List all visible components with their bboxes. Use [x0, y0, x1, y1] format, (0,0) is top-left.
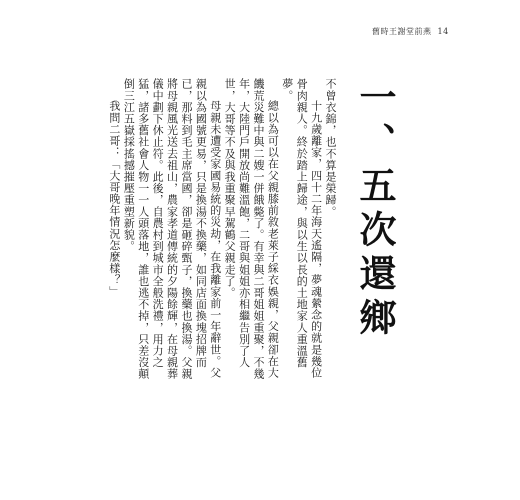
chapter-title: 一、五次還鄉 [353, 78, 397, 342]
paragraph: 不曾衣錦，也不算是榮歸。 [324, 78, 337, 218]
paragraph: 母親未遭受家國易統的災劫，在我離家前一年辭世。父親以為國號更易，只是換湯不換藥，如同店面換塊招牌而已，那料到毛主席當國，卻是砸碎甄子，換藥也換湯。父親將母親風光送去祖山，農家孝道傳統的夕陽餘輝，在母親葬儀中劃下休止符。此後，自農村到城市全般洗禮，用力之猛，諸多舊社會人物一一人頭落地，誰也逃不掉，只差沒顛倒三江五嶽採搖撼摧壓重塑新貌。 [122, 78, 222, 380]
paragraph: 十九歲離家，四十二年海天遙隔，夢魂縈念的就是幾位骨肉親人。終於踏上歸途，與以生以長的土地家人重溫舊夢。 [280, 78, 323, 379]
body-text [107, 78, 337, 388]
book-title: 舊時王謝堂前燕 [372, 27, 432, 36]
paragraph: 總以為可以在父親膝前敘老萊子綵衣娛親，父親卻在大饑荒災難中與二嫂一併餓斃了。有幸與二哥姐姐重聚，不幾年，大陸門戶開放尚難溫飽，二哥與姐姐亦相繼告別了人世，大哥等不及與我重聚早駕鶴父親走了。 [223, 78, 280, 380]
page-number: 14 [437, 27, 449, 36]
running-header [372, 26, 449, 37]
paragraph: 我問二哥：「大哥晚年情況怎麼樣？」 [107, 100, 121, 298]
